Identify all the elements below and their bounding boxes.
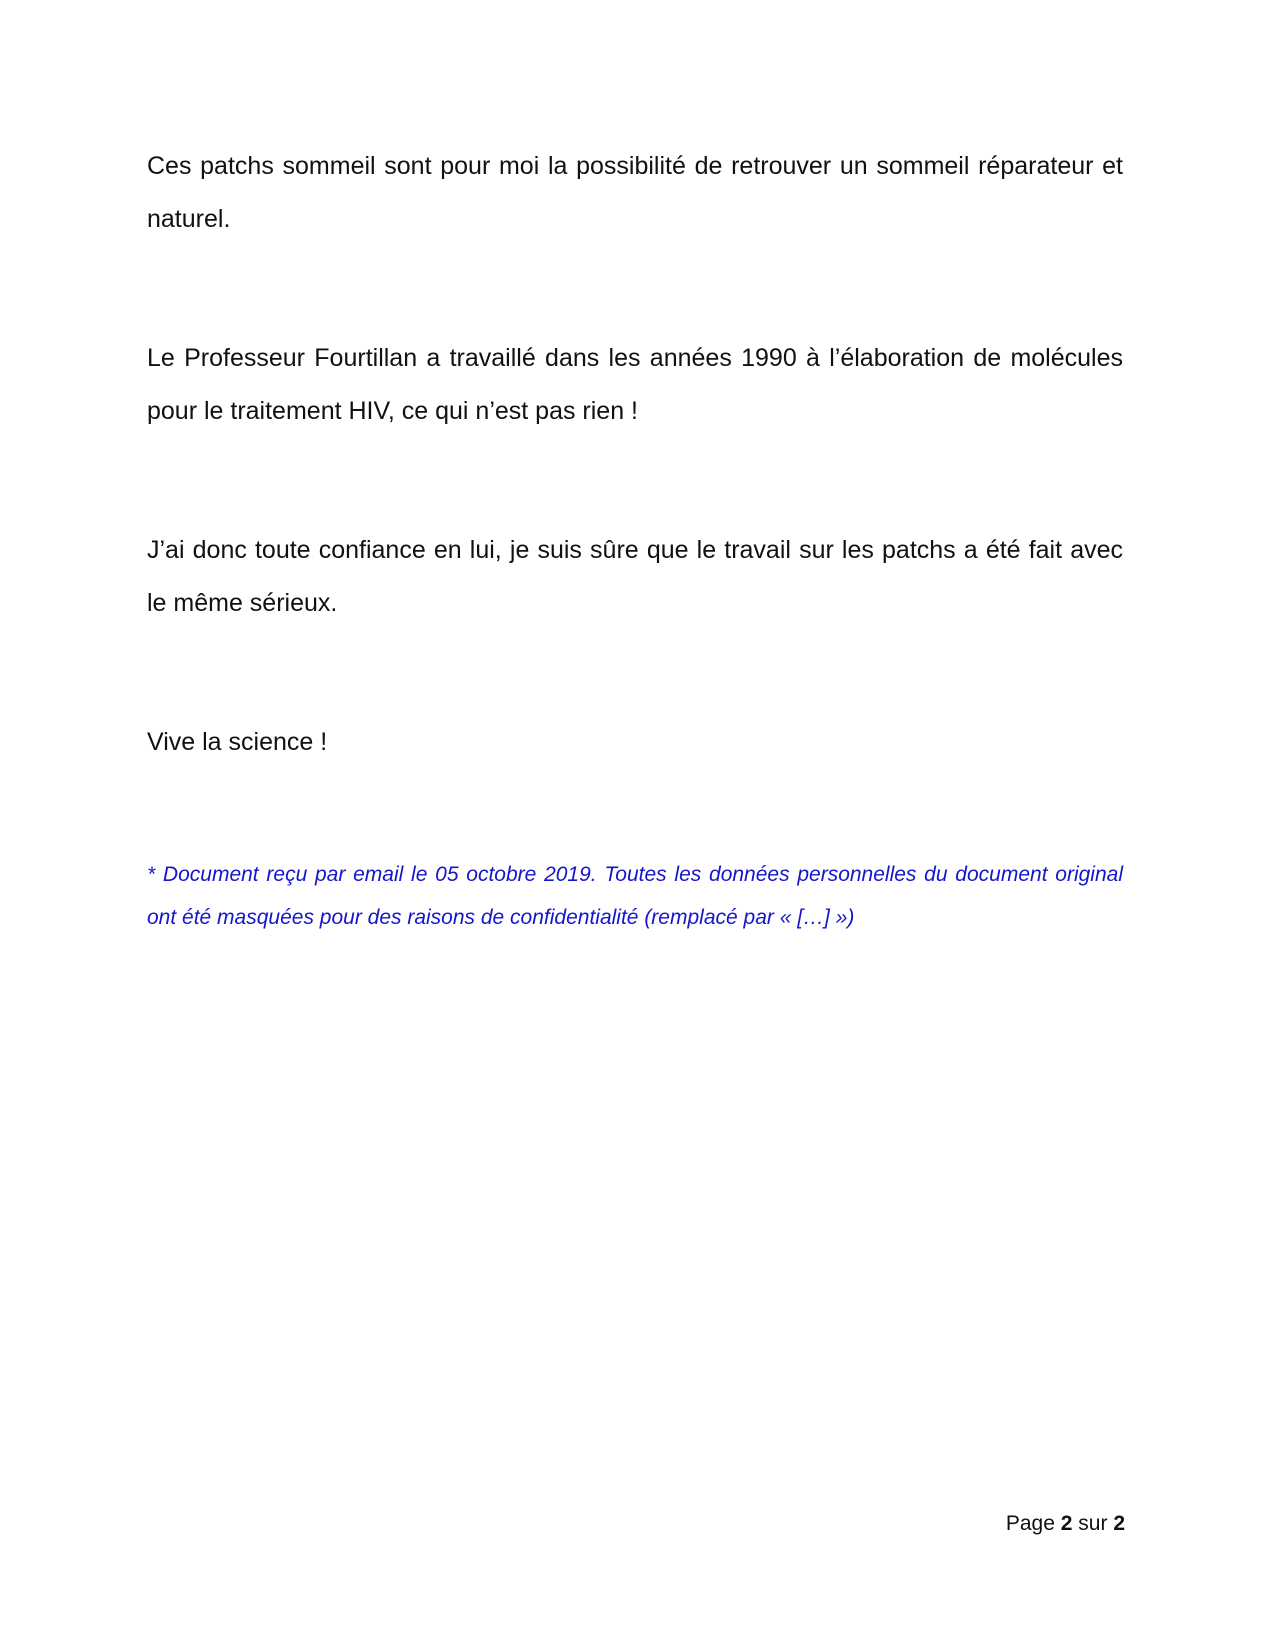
document-body xyxy=(147,140,1123,939)
total-pages-number: 2 xyxy=(1113,1512,1125,1535)
page-separator: sur xyxy=(1078,1512,1108,1535)
page-label: Page xyxy=(1005,1512,1055,1535)
paragraph-1: Ces patchs sommeil sont pour moi la possibilité de retrouver un sommeil réparateur et naturel. xyxy=(147,152,1123,233)
paragraph-3: J’ai donc toute confiance en lui, je suis sûre que le travail sur les patchs a été fait avec le même sérieux. xyxy=(147,536,1123,617)
paragraph-4: Vive la science ! xyxy=(147,728,328,756)
page-number xyxy=(1006,1512,1125,1536)
confidentiality-note: * Document reçu par email le 05 octobre 2019. Toutes les données personnelles du document original ont été masquées pour des raisons de confidentialité (remplacé par « […] ») xyxy=(147,863,1123,929)
current-page-number: 2 xyxy=(1060,1512,1073,1535)
paragraph-2: Le Professeur Fourtillan a travaillé dans les années 1990 à l’élaboration de molécules pour le traitement HIV, ce qui n’est pas rien ! xyxy=(147,344,1123,425)
